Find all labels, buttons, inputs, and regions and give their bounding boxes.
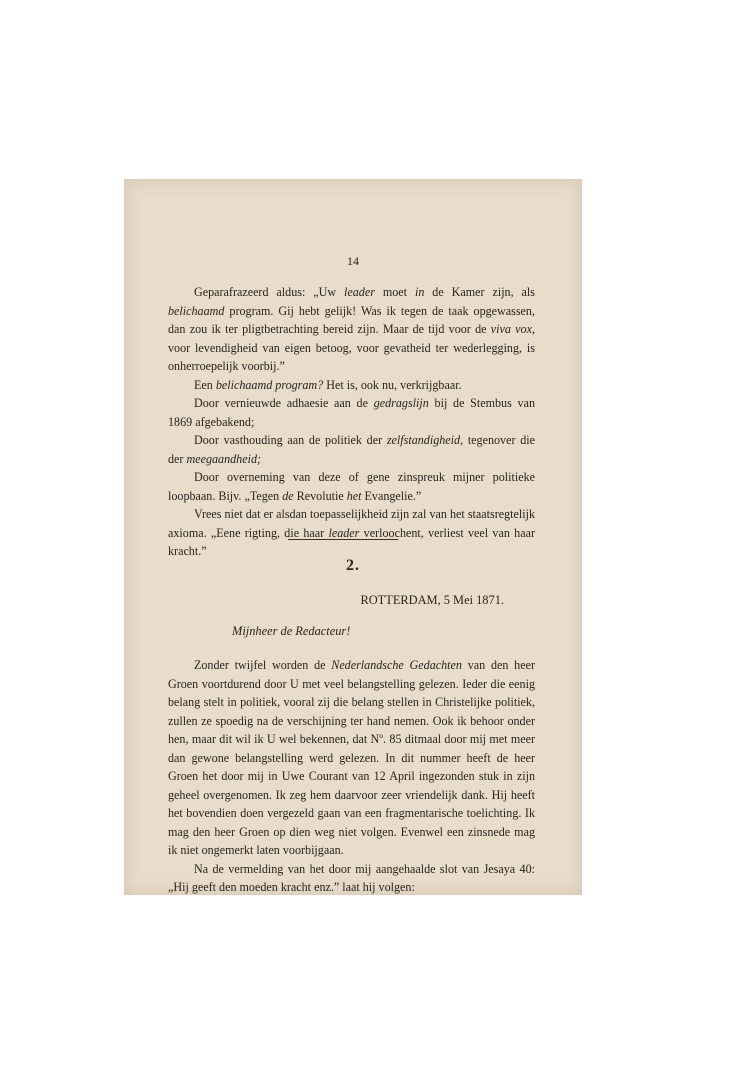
- text-run: Evangelie.”: [361, 488, 422, 503]
- paragraph: [168, 376, 535, 395]
- text-run: verloochent, verliest veel van haar kracht.”: [168, 525, 535, 558]
- emphasis: de: [282, 488, 294, 503]
- text-run: Revolutie: [293, 488, 347, 503]
- paragraph: [168, 394, 535, 431]
- emphasis: meegaandheid;: [186, 451, 262, 466]
- paragraph: [168, 505, 535, 561]
- text-run: Door vasthouding aan de politiek der: [194, 433, 387, 447]
- text-run: de Kamer zijn, als: [424, 285, 535, 299]
- book-page: [124, 179, 582, 895]
- text-run: bij de Stembus van 1869 afgebakend;: [168, 396, 535, 429]
- emphasis: belichaamd program?: [215, 377, 324, 392]
- paragraph: [168, 468, 535, 505]
- letter-1-text: [168, 283, 535, 561]
- dateline: ROTTERDAM, 5 Mei 1871.: [360, 593, 504, 607]
- text-run: Zonder twijfel worden de: [194, 658, 332, 672]
- emphasis: viva vox: [490, 322, 532, 336]
- emphasis: het: [346, 488, 362, 503]
- emphasis: belichaamd: [168, 303, 225, 318]
- text-run: , voor levendigheid van eigen betoog, voor gevatheid ter wederlegging, is onherroepelijk voorbij.”: [168, 322, 535, 373]
- paragraph: [168, 283, 535, 376]
- text-run: van den heer Groen voortdurend door U met veel belangstelling gelezen. Ieder die eenig belang stelt in politiek, vooral zij die belang stellen in Christelijke politiek, zullen ze spoedig na de verschijning ter hand nemen. Ook ik behoor onder hen, maar dit wil ik U wel bekennen, dat Nº. 85 ditmaal door mij met meer dan gewone belangstelling werd gelezen. In dit nummer heeft de heer Groen het door mij in Uwe Courant van 12 April ingezonden stuk in zijn geheel overgenomen. Ik zeg hem daarvoor zeer vriendelijk dank. Hij heeft het bovendien doen vergezeld gaan van een fragmentarische toelichting. Ik mag den heer Groen op dien weg niet volgen. Evenwel een zinsnede mag ik niet ongemerkt laten voorbijgaan.: [168, 658, 535, 857]
- section-divider: [288, 539, 398, 540]
- paragraph: [168, 431, 535, 468]
- salutation: Mijnheer de Redacteur!: [232, 624, 351, 638]
- text-run: program. Gij hebt gelijk! Was ik tegen de taak opgewassen, dan zou ik ter pligtbetrachting bereid zijn. Maar de tijd voor de: [168, 303, 535, 336]
- text-run: , tegenover die der: [168, 433, 535, 466]
- emphasis: leader: [344, 285, 375, 299]
- emphasis: leader: [328, 525, 360, 540]
- page-number: 14: [347, 254, 359, 268]
- text-run: Door vernieuwde adhaesie aan de: [194, 396, 374, 410]
- letter-2-text: [168, 656, 535, 895]
- paragraph: [168, 656, 535, 860]
- section-number: 2.: [346, 557, 360, 574]
- emphasis: zelfstandigheid: [386, 433, 461, 447]
- text-run: Het is, ook nu, verkrijgbaar.: [323, 377, 462, 392]
- text-run: Een: [194, 377, 216, 392]
- emphasis: in: [414, 285, 425, 299]
- paragraph: Na de vermelding van het door mij aangehaalde slot van Jesaya 40: „Hij geeft den moeden kracht enz.” laat hij volgen:: [168, 861, 535, 894]
- text-run: moet: [374, 285, 415, 299]
- text-run: Geparafrazeerd aldus: „Uw: [194, 285, 345, 299]
- text-run: Door overneming van deze of gene zinspreuk mijner politieke loopbaan. Bijv. „Tegen: [168, 470, 535, 503]
- emphasis: gedragslijn: [373, 396, 429, 410]
- text-run: Vrees niet dat er alsdan toepasselijkheid zijn zal van het staatsregtelijk axioma. „Eene rigting, die haar: [168, 507, 535, 540]
- emphasis: Nederlandsche Gedachten: [331, 658, 462, 672]
